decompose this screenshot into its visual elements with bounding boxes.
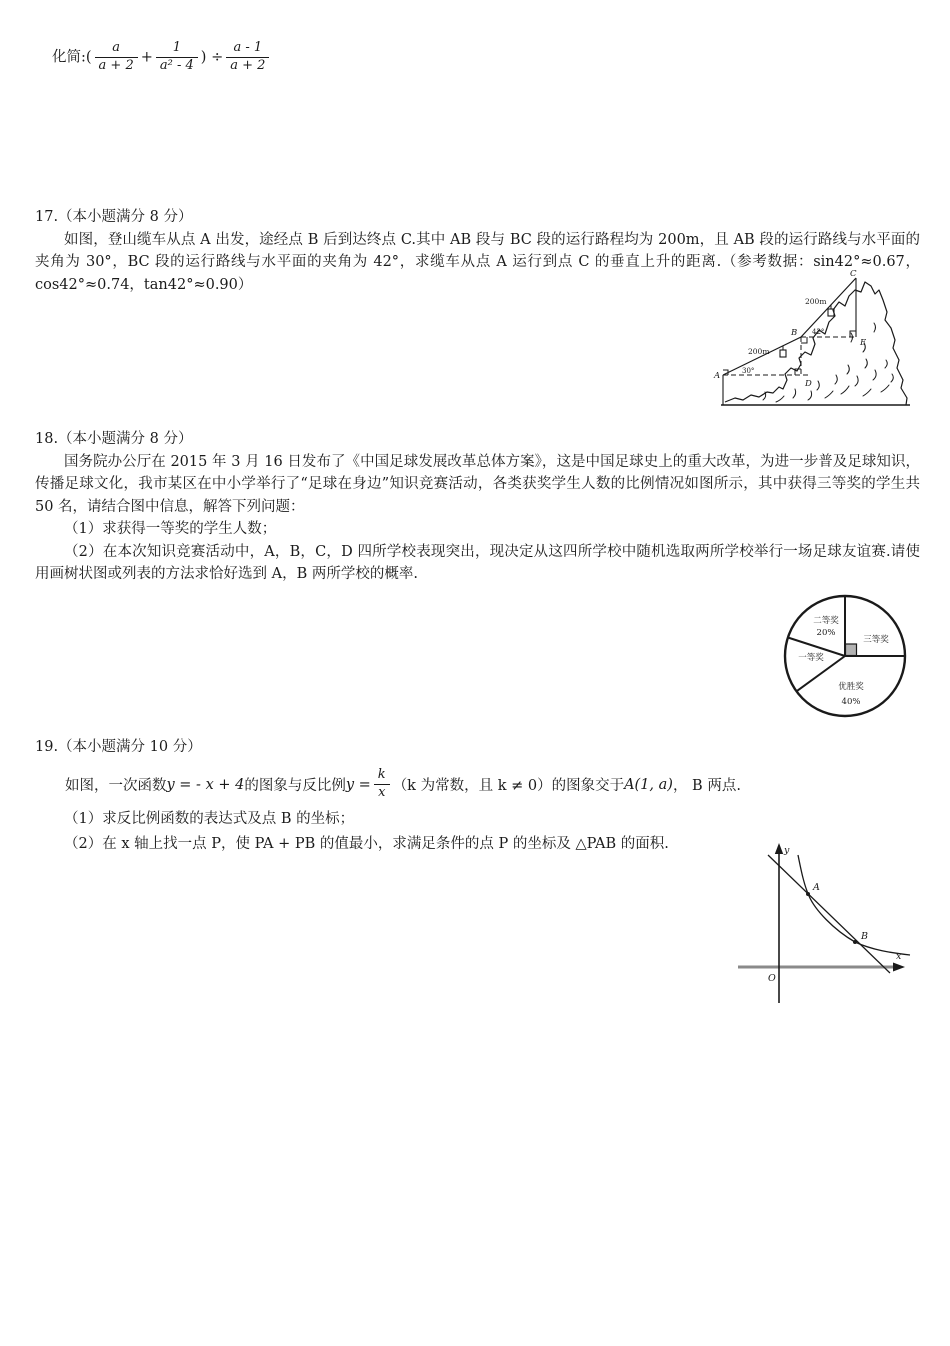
problem-18-item-2: （2）在本次知识竞赛活动中，A，B，C，D 四所学校表现突出，现决定从这四所学校中随机选取两所学校举行一场足球友谊赛.请使用画树状图或列表的方法求恰好选到 A，B 两所学校的概率. <box>35 543 920 582</box>
intro-text-paren: （k 为常数，且 k ≠ 0）的图象交于 <box>392 778 625 794</box>
hyperbola-curve <box>798 855 910 955</box>
problem-19 <box>35 736 741 857</box>
slice-percent-second-prize: 20% <box>816 628 836 638</box>
graph-point-b-label: B <box>861 931 868 942</box>
right-angle-marker <box>846 644 857 656</box>
point-a-expression: A(1, a) <box>624 776 673 793</box>
award-pie-chart <box>782 588 914 720</box>
problem-19-item-1: （1）求反比例函数的表达式及点 B 的坐标； <box>64 810 355 827</box>
x-axis-arrow <box>893 963 905 972</box>
y-axis-label: y <box>784 845 790 856</box>
problem-17-heading: 17.（本小题满分 8 分） <box>35 209 193 225</box>
right-angle-marker-b <box>801 337 807 343</box>
fraction-denominator: x <box>378 785 386 800</box>
slice-label-third-prize: 三等奖 <box>863 635 889 645</box>
linear-function-line <box>768 855 890 973</box>
fraction-a-1-over-a2 <box>226 40 269 75</box>
point-e-label: E <box>860 338 867 348</box>
angle-a-label: 30° <box>742 367 755 375</box>
problem-17-body: 如图，登山缆车从点 A 出发，途经点 B 后到达终点 C.其中 AB 段与 BC 段的运行路程均为 200m，且 AB 段的运行路线与水平面的夹角为 30°，BC 段的运行路线与水平面的夹角为 42°，求缆车从点 A 运行到点 C 的垂直上升的距离.（参考数据：sin42°≈0.67，cos42°≈0.74，tan42°≈0.90） <box>35 231 920 293</box>
bc-length-label: 200m <box>805 297 827 306</box>
point-b-dot <box>853 940 857 944</box>
slice-label-second-prize: 二等奖 <box>813 616 839 626</box>
intro-text-end: ， B 两点. <box>672 778 741 794</box>
intro-text-mid: 的图象与反比例 <box>244 778 346 794</box>
cable-car-on-ab <box>780 346 786 357</box>
fraction-numerator: a - 1 <box>226 40 269 58</box>
mountain-texture-strokes <box>763 323 893 402</box>
simplify-prefix: 化简:( <box>52 49 92 66</box>
inverse-eq-lhs: y = <box>345 776 371 793</box>
problem-19-intro <box>35 763 741 807</box>
plus-operator: + <box>140 49 153 66</box>
problem-18-heading: 18.（本小题满分 8 分） <box>35 431 193 447</box>
fraction-numerator: k <box>374 767 390 785</box>
y-axis-arrow <box>775 843 783 854</box>
divide-operator: ÷ <box>211 49 224 66</box>
fraction-numerator: 1 <box>156 40 198 58</box>
close-paren: ) <box>200 49 207 66</box>
ab-length-label: 200m <box>748 347 770 356</box>
function-graph <box>712 840 917 1008</box>
cable-car-mountain-diagram <box>713 266 923 412</box>
problem-19-item-2: （2）在 x 轴上找一点 P，使 PA + PB 的值最小，求满足条件的点 P 的坐标及 △PAB 的面积. <box>64 835 669 852</box>
point-a-label: A <box>714 371 721 381</box>
fraction-1-over-a2-4 <box>156 40 198 75</box>
slice-percent-winner-prize: 40% <box>841 697 861 707</box>
simplify-expression <box>52 40 272 75</box>
intro-text-pre: 如图，一次函数 <box>65 778 167 794</box>
slice-label-winner-prize: 优胜奖 <box>838 682 864 692</box>
origin-label: O <box>768 973 776 984</box>
problem-19-heading: 19.（本小题满分 10 分） <box>35 739 202 755</box>
right-angle-marker-e <box>850 331 856 337</box>
point-c-label: C <box>850 269 857 279</box>
angle-b-label: 42° <box>812 328 825 336</box>
fraction-denominator: a² - 4 <box>159 57 194 73</box>
point-a-dot <box>806 892 810 896</box>
point-d-label: D <box>805 379 812 389</box>
fraction-denominator: a + 2 <box>98 57 134 73</box>
slice-label-first-prize: 一等奖 <box>798 653 824 663</box>
graph-point-a-label: A <box>813 882 820 893</box>
fraction-numerator: a <box>95 40 138 58</box>
cable-line-abc <box>723 278 856 375</box>
fraction-denominator: a + 2 <box>230 57 266 73</box>
problem-18-body: 国务院办公厅在 2015 年 3 月 16 日发布了《中国足球发展改革总体方案》，这是中国足球史上的重大改革，为进一步普及足球知识，传播足球文化，我市某区在中小学举行了“足球在身边”知识竞赛活动，各类获奖学生人数的比例情况如图所示，其中获得三等奖的学生共 50 名，请结合图中信息，解答下列问题： <box>35 453 920 515</box>
problem-18 <box>35 428 920 586</box>
linear-equation: y = - x + 4 <box>166 776 245 793</box>
problem-18-item-1: （1）求获得一等奖的学生人数； <box>64 521 277 537</box>
point-b-label: B <box>791 328 798 338</box>
fraction-k-over-x <box>374 767 390 802</box>
x-axis-label: x <box>896 951 902 962</box>
fraction-a-over-a2 <box>95 40 138 75</box>
